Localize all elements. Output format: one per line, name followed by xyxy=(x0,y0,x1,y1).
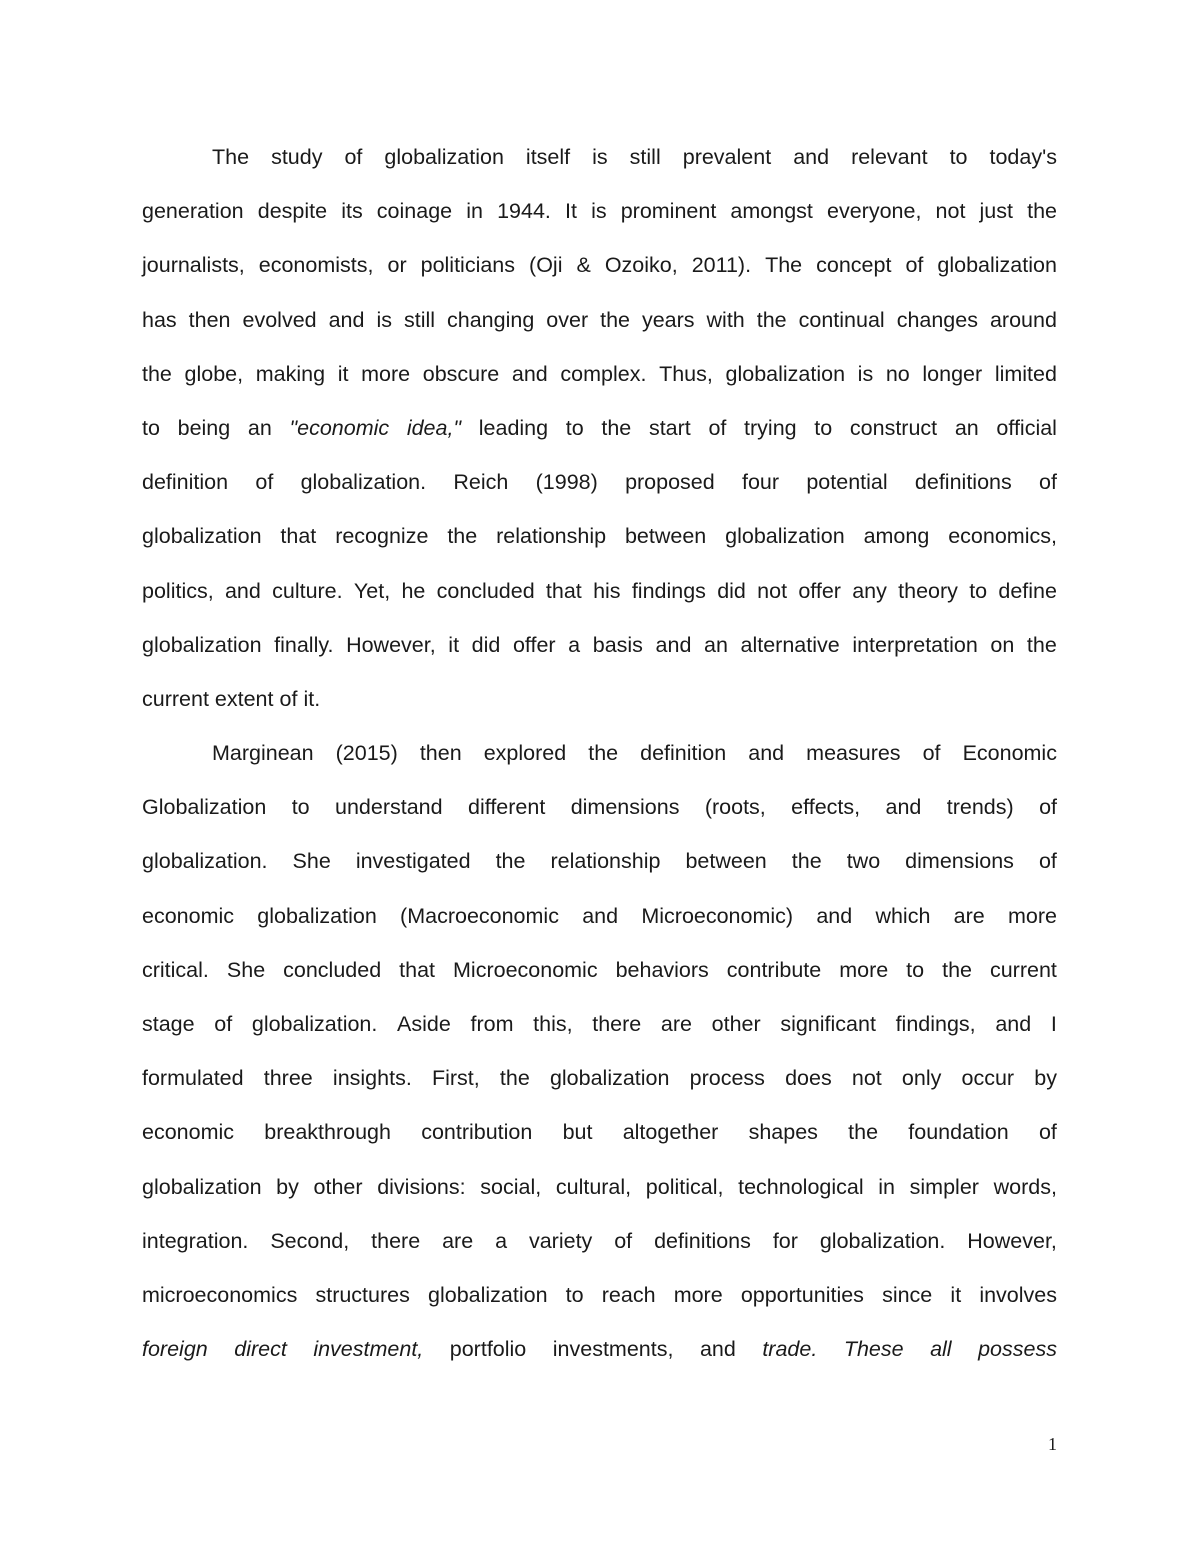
word: Economic xyxy=(962,741,1057,766)
word: (Macroeconomic xyxy=(400,903,559,928)
word: The xyxy=(765,253,803,278)
word: is xyxy=(376,307,392,332)
word: evolved xyxy=(242,307,317,332)
word: occur xyxy=(961,1066,1015,1091)
text-line xyxy=(142,238,1057,292)
word: However, xyxy=(967,1228,1057,1253)
word: it xyxy=(337,361,349,386)
word: this, xyxy=(533,1012,573,1036)
word: structures xyxy=(315,1282,410,1307)
text-line xyxy=(142,1214,1057,1268)
word: definitions xyxy=(654,1228,751,1253)
word: more xyxy=(361,361,411,386)
word: altogether xyxy=(622,1120,719,1145)
word: proposed xyxy=(625,470,715,495)
word: still xyxy=(403,307,436,332)
text-line xyxy=(142,347,1057,401)
word: continual xyxy=(798,307,885,332)
word: other xyxy=(313,1174,363,1199)
word: behaviors xyxy=(615,957,709,982)
paragraph xyxy=(142,726,1057,1376)
word: an xyxy=(247,415,272,440)
word: Microeconomic xyxy=(453,957,598,982)
word: the xyxy=(791,849,822,874)
text-line xyxy=(142,1322,1057,1376)
word: to xyxy=(565,1282,584,1307)
word: dimensions xyxy=(905,849,1014,874)
word: longer xyxy=(922,361,983,386)
word: of xyxy=(255,470,274,495)
word: foreign xyxy=(142,1337,208,1362)
word: he xyxy=(401,578,426,603)
word: his xyxy=(593,578,621,603)
word: concept xyxy=(816,253,892,278)
text-line xyxy=(142,618,1057,672)
word: globalization xyxy=(142,632,262,657)
word: (2015) xyxy=(335,741,398,766)
word: social, xyxy=(480,1174,542,1199)
word: construct xyxy=(849,415,938,440)
word: trying xyxy=(744,415,797,440)
word: globalization xyxy=(725,524,845,549)
word: the xyxy=(848,1120,879,1145)
word: The xyxy=(212,145,250,169)
word: reach xyxy=(601,1282,656,1307)
word: of xyxy=(708,415,727,440)
word: two xyxy=(846,849,881,874)
word: portfolio xyxy=(449,1337,527,1362)
word: simpler xyxy=(909,1174,979,1199)
word: possess xyxy=(978,1337,1057,1362)
word: did xyxy=(717,578,746,603)
word: is xyxy=(857,361,874,386)
word: any xyxy=(852,578,887,603)
word: of xyxy=(922,741,941,766)
word: concluded xyxy=(436,578,535,603)
word: is xyxy=(592,145,608,169)
word: of xyxy=(1038,849,1057,874)
text-line xyxy=(142,1051,1057,1105)
word: not xyxy=(851,1066,882,1091)
word: Reich xyxy=(453,470,509,495)
word: complex. xyxy=(560,361,647,386)
word: Second, xyxy=(270,1228,350,1253)
word: explored xyxy=(483,741,567,766)
word: direct xyxy=(234,1337,287,1362)
word: finally. xyxy=(274,632,334,657)
word: globalization xyxy=(428,1282,548,1307)
word: and xyxy=(793,145,830,169)
word: "economic xyxy=(289,415,390,440)
text-line xyxy=(142,293,1057,347)
word: does xyxy=(785,1066,832,1091)
word: offer xyxy=(512,632,556,657)
word: prevalent xyxy=(682,145,772,169)
word: no xyxy=(885,361,910,386)
word: idea," xyxy=(406,415,462,440)
word: are xyxy=(442,1228,474,1253)
word: itself xyxy=(525,145,571,169)
word: divisions: xyxy=(377,1174,466,1199)
word: insights. xyxy=(332,1066,412,1091)
word: not xyxy=(757,578,788,603)
word: formulated xyxy=(142,1066,244,1091)
word: (Oji xyxy=(529,253,563,278)
text-line xyxy=(142,455,1057,509)
word: I xyxy=(1050,1012,1057,1036)
word: and xyxy=(224,578,261,603)
word: that xyxy=(545,578,582,603)
word: or xyxy=(387,253,407,278)
word: 1944. xyxy=(497,199,551,224)
word: a xyxy=(495,1228,508,1253)
word: but xyxy=(562,1120,593,1145)
word: interpretation xyxy=(852,632,978,657)
word: limited xyxy=(994,361,1057,386)
word: significant xyxy=(780,1012,876,1036)
word: and xyxy=(699,1337,736,1362)
paragraph xyxy=(142,130,1057,726)
word: economics, xyxy=(948,524,1057,549)
word: Marginean xyxy=(212,741,314,766)
word: then xyxy=(188,307,231,332)
word: stage xyxy=(142,1012,195,1036)
word: findings, xyxy=(895,1012,976,1036)
word: start xyxy=(648,415,691,440)
word: which xyxy=(875,903,931,928)
word: trends) xyxy=(946,795,1014,820)
text-line xyxy=(142,130,1057,184)
word: understand xyxy=(335,795,443,820)
text-line xyxy=(142,1268,1057,1322)
word: the xyxy=(447,524,478,549)
word: globalization xyxy=(937,253,1057,278)
word: First, xyxy=(431,1066,480,1091)
text-line xyxy=(142,834,1057,888)
word: did xyxy=(471,632,501,657)
word: the xyxy=(495,849,526,874)
word: official xyxy=(996,415,1057,440)
word: extent xyxy=(214,686,274,711)
word: economic xyxy=(142,1120,235,1145)
word: technological xyxy=(738,1174,864,1199)
word: to xyxy=(814,415,833,440)
word: globalization xyxy=(142,1174,262,1199)
word: and xyxy=(748,741,785,766)
word: today's xyxy=(989,145,1057,169)
word: making xyxy=(255,361,326,386)
word: investments, xyxy=(552,1337,674,1362)
word: globalization xyxy=(549,1066,670,1091)
word: definitions xyxy=(914,470,1012,495)
word: However, xyxy=(346,632,436,657)
word: of xyxy=(1039,795,1057,820)
word: the xyxy=(499,1066,530,1091)
word: by xyxy=(276,1174,299,1199)
word: that xyxy=(399,957,436,982)
word: politics, xyxy=(142,578,214,603)
word: that xyxy=(280,524,317,549)
word: globalization xyxy=(384,145,504,169)
word: basis xyxy=(592,632,643,657)
word: contribution xyxy=(421,1120,533,1145)
word: it. xyxy=(303,686,321,711)
word: prominent xyxy=(620,199,717,224)
word: between xyxy=(624,524,707,549)
word: to xyxy=(142,415,160,440)
word: cultural, xyxy=(555,1174,632,1199)
word: there xyxy=(592,1012,642,1036)
word: integration. xyxy=(142,1228,249,1253)
word: of xyxy=(1038,1120,1057,1145)
word: process xyxy=(689,1066,765,1091)
word: by xyxy=(1034,1066,1057,1091)
word: globalization. xyxy=(251,1012,378,1036)
word: relationship xyxy=(496,524,607,549)
word: economists, xyxy=(258,253,374,278)
word: to xyxy=(291,795,310,820)
text-line xyxy=(142,401,1057,455)
text-line xyxy=(142,780,1057,834)
word: not xyxy=(935,199,966,224)
word: the xyxy=(756,307,787,332)
text-line xyxy=(142,564,1057,618)
word: generation xyxy=(142,199,244,224)
word: Ozoiko, xyxy=(604,253,678,278)
word: Microeconomic) xyxy=(641,903,794,928)
word: Yet, xyxy=(353,578,391,603)
word: Globalization xyxy=(142,795,267,820)
word: of xyxy=(214,1012,233,1036)
word: in xyxy=(466,199,483,224)
word: Aside xyxy=(397,1012,451,1036)
word: more xyxy=(673,1282,723,1307)
word: politicians xyxy=(420,253,516,278)
word: three xyxy=(263,1066,313,1091)
word: different xyxy=(468,795,546,820)
word: potential xyxy=(806,470,888,495)
word: all xyxy=(930,1337,952,1362)
word: are xyxy=(660,1012,692,1036)
word: offer xyxy=(798,578,841,603)
word: coinage xyxy=(376,199,453,224)
word: to xyxy=(969,578,988,603)
word: It xyxy=(565,199,577,224)
word: over xyxy=(546,307,589,332)
word: has xyxy=(142,307,177,332)
word: (roots, xyxy=(704,795,766,820)
text-line xyxy=(142,1105,1057,1159)
word: of xyxy=(1039,470,1057,495)
word: critical. xyxy=(142,957,209,982)
word: of xyxy=(279,686,298,711)
word: there xyxy=(371,1228,421,1253)
word: being xyxy=(177,415,231,440)
word: trade. xyxy=(762,1337,818,1362)
word: contribute xyxy=(726,957,822,982)
word: study xyxy=(271,145,323,169)
text-line xyxy=(142,889,1057,943)
word: changes xyxy=(896,307,978,332)
word: other xyxy=(711,1012,761,1036)
word: among xyxy=(863,524,930,549)
word: from xyxy=(470,1012,514,1036)
word: and xyxy=(582,903,619,928)
word: & xyxy=(576,253,591,278)
word: and xyxy=(655,632,692,657)
page-number: 1 xyxy=(1048,1434,1057,1454)
word: effects, xyxy=(791,795,861,820)
word: and xyxy=(995,1012,1032,1036)
word: and xyxy=(328,307,365,332)
word: of xyxy=(905,253,924,278)
word: These xyxy=(843,1337,904,1362)
word: opportunities xyxy=(740,1282,864,1307)
word: dimensions xyxy=(570,795,680,820)
word: to xyxy=(949,145,968,169)
word: She xyxy=(226,957,266,982)
word: and xyxy=(885,795,922,820)
word: is xyxy=(591,199,607,224)
word: Thus, xyxy=(659,361,713,386)
word: of xyxy=(614,1228,633,1253)
word: 2011). xyxy=(691,253,752,278)
word: despite xyxy=(257,199,328,224)
word: are xyxy=(953,903,985,928)
word: globalization xyxy=(257,903,377,928)
word: years xyxy=(641,307,695,332)
word: the xyxy=(1027,199,1057,224)
word: it xyxy=(950,1282,962,1307)
word: for xyxy=(772,1228,798,1253)
word: culture. xyxy=(272,578,343,603)
text-line xyxy=(142,672,1057,726)
word: involves xyxy=(979,1282,1057,1307)
text-line xyxy=(142,184,1057,238)
word: to xyxy=(906,957,925,982)
word: breakthrough xyxy=(264,1120,391,1145)
word: the xyxy=(142,361,172,386)
word: in xyxy=(878,1174,896,1199)
word: changing xyxy=(447,307,535,332)
word: globalization xyxy=(725,361,846,386)
word: only xyxy=(901,1066,942,1091)
word: more xyxy=(1008,903,1057,928)
word: amongst xyxy=(730,199,813,224)
text-line xyxy=(142,1160,1057,1214)
word: political, xyxy=(645,1174,724,1199)
word: definition xyxy=(640,741,727,766)
word: globe, xyxy=(184,361,244,386)
word: economic xyxy=(142,903,235,928)
word: definition xyxy=(142,470,229,495)
word: journalists, xyxy=(142,253,245,278)
word: globalization. xyxy=(300,470,427,495)
word: with xyxy=(706,307,745,332)
word: theory xyxy=(898,578,958,603)
text-line xyxy=(142,726,1057,780)
word: globalization. xyxy=(142,849,268,874)
word: then xyxy=(419,741,462,766)
word: variety xyxy=(528,1228,593,1253)
word: findings xyxy=(631,578,706,603)
word: the xyxy=(942,957,972,982)
word: relationship xyxy=(550,849,661,874)
word: between xyxy=(685,849,767,874)
word: a xyxy=(568,632,581,657)
word: since xyxy=(882,1282,933,1307)
word: investment, xyxy=(313,1337,424,1362)
word: the xyxy=(601,415,632,440)
word: relevant xyxy=(851,145,928,169)
word: concluded xyxy=(283,957,382,982)
word: words, xyxy=(993,1174,1057,1199)
word: obscure xyxy=(422,361,500,386)
word: it xyxy=(448,632,460,657)
word: and xyxy=(816,903,853,928)
word: everyone, xyxy=(827,199,922,224)
word: the xyxy=(600,307,630,332)
word: globalization. xyxy=(819,1228,946,1253)
body-text xyxy=(142,130,1057,1376)
word: measures xyxy=(806,741,901,766)
text-line xyxy=(142,997,1057,1051)
word: shapes xyxy=(748,1120,818,1145)
word: the xyxy=(588,741,619,766)
text-line xyxy=(142,943,1057,997)
word: current xyxy=(142,686,209,711)
word: an xyxy=(954,415,979,440)
word: around xyxy=(989,307,1057,332)
word: globalization xyxy=(142,524,262,549)
word: its xyxy=(341,199,363,224)
word: on xyxy=(990,632,1015,657)
word: define xyxy=(998,578,1057,603)
word: (1998) xyxy=(535,470,598,495)
word: to xyxy=(565,415,584,440)
text-line xyxy=(142,509,1057,563)
word: She xyxy=(292,849,331,874)
word: four xyxy=(742,470,780,495)
word: the xyxy=(1026,632,1057,657)
word: microeconomics xyxy=(142,1282,298,1307)
word: and xyxy=(511,361,548,386)
word: investigated xyxy=(355,849,471,874)
word: still xyxy=(629,145,661,169)
word: an xyxy=(704,632,728,657)
word: recognize xyxy=(335,524,429,549)
word: of xyxy=(344,145,363,169)
word: foundation xyxy=(908,1120,1009,1145)
word: leading xyxy=(478,415,549,440)
word: just xyxy=(979,199,1013,224)
word: current xyxy=(989,957,1057,982)
word: more xyxy=(839,957,889,982)
word: alternative xyxy=(740,632,840,657)
